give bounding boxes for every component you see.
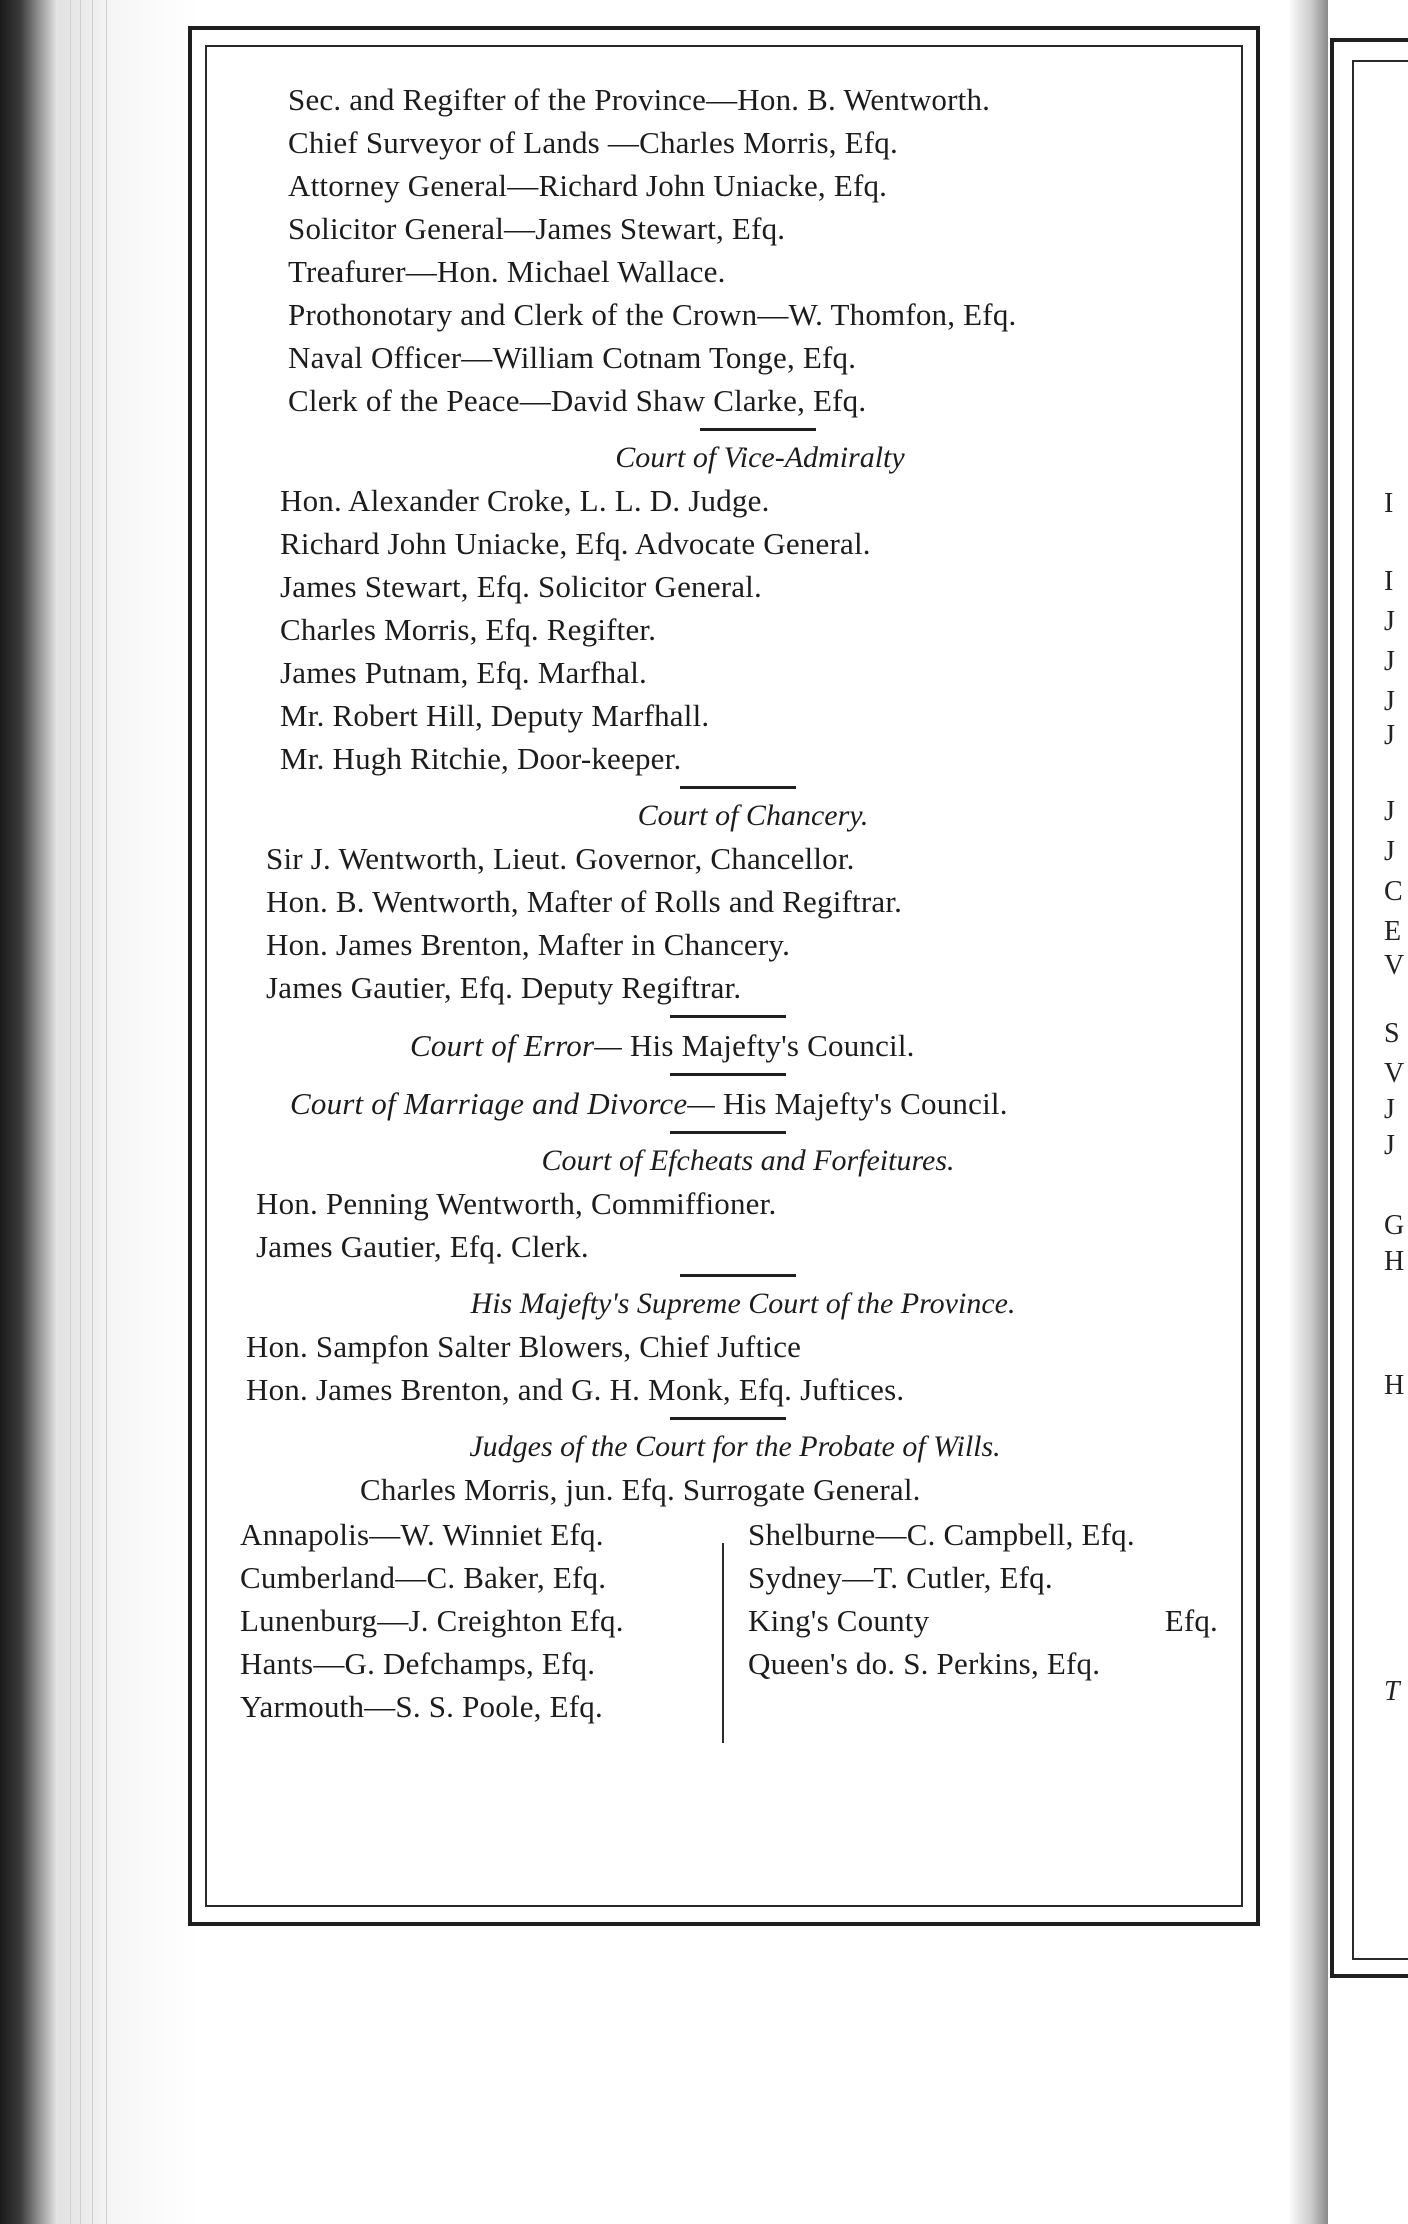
officer-line: Attorney General—Richard John Uniacke, Efq. [288,168,888,203]
probate-judge: Annapolis—W. Winniet Efq. [240,1517,604,1552]
chancery-section [230,795,1240,1009]
facing-letter: T [1384,1676,1400,1707]
section-rule [680,1274,796,1277]
probate-judge: Queen's do. S. Perkins, Efq. [748,1646,1101,1681]
facing-letter: I [1384,566,1394,597]
facing-letter: H [1384,1246,1405,1277]
book-spine [0,0,58,2224]
facing-letter: J [1384,646,1395,677]
member-line: Hon. B. Wentworth, Mafter of Rolls and Regiftrar. [266,884,903,919]
facing-letter: V [1384,1058,1405,1089]
officer-line: Chief Surveyor of Lands —Charles Morris, Efq. [288,125,898,160]
page-content [230,78,1240,1743]
member-line: Hon. James Brenton, and G. H. Monk, Efq. Juftices. [246,1372,905,1407]
facing-page-margin [1384,0,1408,2224]
probate-judge: Cumberland—C. Baker, Efq. [240,1560,607,1595]
section-heading: Judges of the Court for the Probate of Wills. [469,1430,1001,1463]
probate-judge: Lunenburg—J. Creighton Efq. [240,1603,624,1638]
member-line: Sir J. Wentworth, Lieut. Governor, Chancellor. [266,841,855,876]
facing-letter: J [1384,606,1395,637]
court-of-marriage [230,1082,1240,1125]
gutter-shadow [1288,0,1328,2224]
member-line: James Putnam, Efq. Marfhal. [280,655,647,690]
probate-right-column [748,1513,1268,1685]
member-line: James Gautier, Efq. Deputy Regiftrar. [266,970,742,1005]
escheats-section [230,1140,1240,1268]
probate-section [230,1426,1240,1743]
supreme-court-section [230,1283,1240,1411]
section-text: His Majefty's Council. [629,1028,915,1063]
officer-line: Treafurer—Hon. Michael Wallace. [288,254,726,289]
officer-line: Clerk of the Peace—David Shaw Clarke, Efq. [288,383,867,418]
probate-judge: Hants—G. Defchamps, Efq. [240,1646,596,1681]
officer-line: Prothonotary and Clerk of the Crown—W. Thomfon, Efq. [288,297,1017,332]
member-line: Richard John Uniacke, Efq. Advocate General. [280,526,871,561]
section-heading: Court of Marriage and Divorce— [290,1086,716,1121]
section-rule [670,1417,786,1420]
member-line: Hon. Penning Wentworth, Commiffioner. [256,1186,777,1221]
section-heading: Court of Error— [410,1028,623,1063]
probate-judge: Yarmouth—S. S. Poole, Efq. [240,1689,603,1724]
member-line: James Stewart, Efq. Solicitor General. [280,569,762,604]
facing-letter: V [1384,950,1405,981]
probate-judge: Sydney—T. Cutler, Efq. [748,1560,1053,1595]
facing-letter: J [1384,720,1395,751]
section-rule [700,428,816,431]
facing-letter: J [1384,1094,1395,1125]
facing-letter: J [1384,686,1395,717]
facing-letter: H [1384,1370,1405,1401]
kings-county-label: King's County [748,1603,930,1638]
court-of-error [230,1024,1240,1067]
facing-letter: I [1384,488,1394,519]
facing-letter: S [1384,1018,1400,1049]
member-line: Hon. Sampfon Salter Blowers, Chief Juftice [246,1329,802,1364]
section-heading: Court of Vice-Admiralty [615,441,905,474]
probate-left-column [240,1513,710,1728]
section-text: His Majefty's Council. [723,1086,1008,1121]
vice-admiralty-section [230,437,1240,780]
facing-letter: J [1384,796,1395,827]
member-line: James Gautier, Efq. Clerk. [256,1229,589,1264]
section-heading: Court of Chancery. [637,799,869,832]
section-rule [670,1015,786,1018]
section-rule [670,1073,786,1076]
facing-letter: C [1384,876,1403,907]
page-edge [58,0,198,2224]
section-rule [680,786,796,789]
member-line: Mr. Hugh Ritchie, Door-keeper. [280,741,682,776]
member-line: Hon. Alexander Croke, L. L. D. Judge. [280,483,770,518]
column-divider [722,1543,724,1743]
kings-county-value: Efq. [1164,1603,1218,1638]
facing-letter: E [1384,916,1402,947]
officer-line: Sec. and Regifter of the Province—Hon. B. Wentworth. [288,82,991,117]
member-line: Charles Morris, Efq. Regifter. [280,612,657,647]
facing-letter: J [1384,836,1395,867]
provincial-officers [230,78,1240,422]
officer-line: Naval Officer—William Cotnam Tonge, Efq. [288,340,857,375]
facing-letter: J [1384,1130,1395,1161]
probate-judges-columns [230,1513,1240,1743]
officer-line: Solicitor General—James Stewart, Efq. [288,211,786,246]
section-heading: His Majefty's Supreme Court of the Province. [470,1287,1016,1320]
section-heading: Court of Efcheats and Forfeitures. [541,1144,955,1177]
facing-letter: G [1384,1210,1405,1241]
probate-judge: Shelburne—C. Campbell, Efq. [748,1517,1135,1552]
surrogate-line: Charles Morris, jun. Efq. Surrogate General. [360,1472,921,1507]
kings-county-row [748,1599,1218,1642]
section-rule [670,1131,786,1134]
member-line: Mr. Robert Hill, Deputy Marfhall. [280,698,710,733]
member-line: Hon. James Brenton, Mafter in Chancery. [266,927,791,962]
